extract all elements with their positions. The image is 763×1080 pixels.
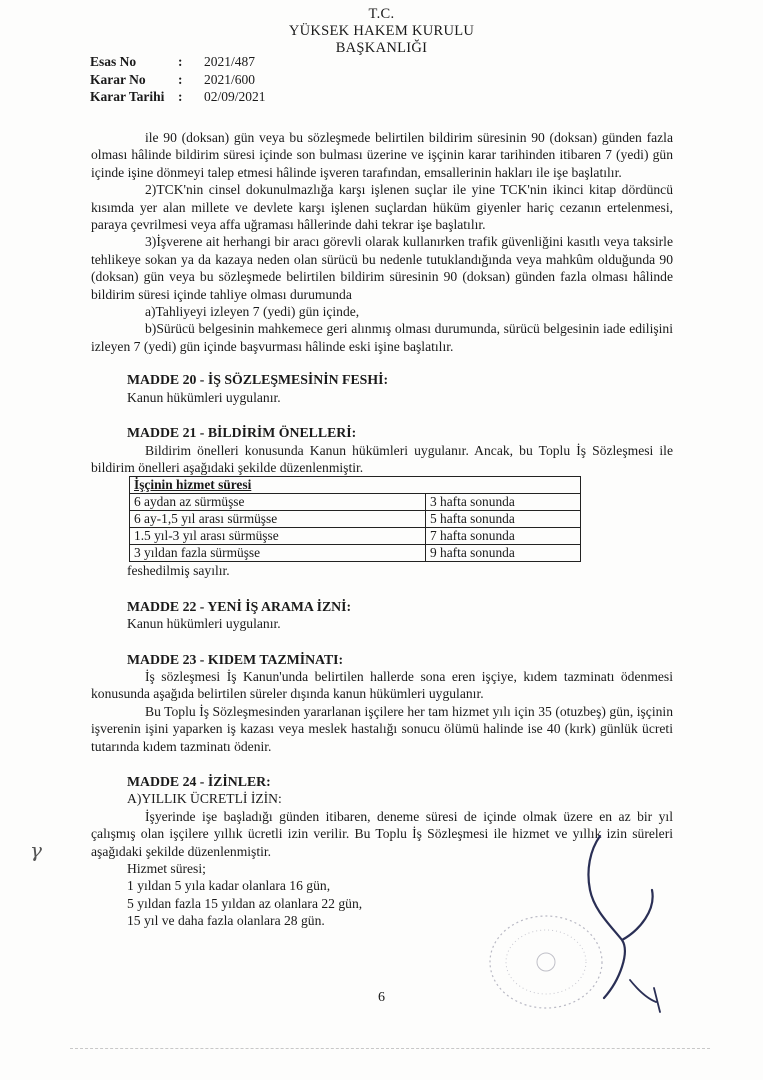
paragraph: ile 90 (doksan) gün veya bu sözleşmede belirtilen bildirim süresinin 90 (doksan) günden fazla olması hâlinde bildirim süresi içinde son bulması üzerine ve işçinin karar tarihinden itibaren 7 (yedi) gün içinde işine dönmeyi talep etmesi hâlinde işveren tarafından, emsallerinin hakları ile işe başlatılır. bbox=[91, 130, 673, 180]
header-line-tc: T.C. bbox=[368, 6, 395, 22]
table-cell-notice: 9 hafta sonunda bbox=[426, 545, 581, 562]
page-number: 6 bbox=[378, 990, 385, 1005]
article-23-paragraph: İş sözleşmesi İş Kanun'unda belirtilen hallerde sona eren işçiye, kıdem tazminatı ödenmesi konusunda aşağıda belirtilen süreler dışında kanun hükümleri uygulanır. bbox=[91, 668, 673, 702]
leave-item: 1 yıldan 5 yıla kadar olanlara 16 gün, bbox=[127, 878, 331, 894]
table-cell-duration: 6 ay-1,5 yıl arası sürmüşse bbox=[130, 511, 426, 528]
article-23-paragraph: Bu Toplu İş Sözleşmesinden yararlanan işçilere her tam hizmet yılı için 35 (otuzbeş) gün, işçinin işverenin işini yaparken iş kazası veya meslek hastalığı sonucu ölümü halinde ise 40 (kırk) günlük ücreti tutarında kıdem tazminatı ödenir. bbox=[91, 703, 673, 754]
case-metadata bbox=[90, 53, 266, 106]
meta-value: 2021/600 bbox=[204, 71, 256, 87]
leave-item: 5 yıldan fazla 15 yıldan az olanlara 22 gün, bbox=[127, 895, 363, 911]
notice-period-table bbox=[129, 476, 581, 562]
paragraph: 2)TCK'nin cinsel dokunulmazlığa karşı işlenen suçlar ile yine TCK'nin ikinci kitap dördüncü kısımda yer alan millete ve devlete karşı işlenen suçlardan hüküm giyenler hariç cezanın ertelenmesi, paraya çevrilmesi veya affa uğraması hâllerinde dahi tekrar işe başlatılır. bbox=[91, 182, 673, 233]
meta-row-tarih bbox=[90, 88, 266, 106]
article-22-title: MADDE 22 - YENİ İŞ ARAMA İZNİ: bbox=[127, 598, 352, 614]
table-cell-duration: 3 yıldan fazla sürmüşse bbox=[130, 545, 426, 562]
article-21-title: MADDE 21 - BİLDİRİM ÖNELLERİ: bbox=[127, 425, 357, 441]
table-cell-notice: 5 hafta sonunda bbox=[426, 511, 581, 528]
table-cell-duration: 6 aydan az sürmüşse bbox=[130, 494, 426, 511]
meta-label: Karar Tarihi bbox=[90, 89, 165, 104]
table-header-row bbox=[130, 477, 581, 494]
meta-value: 2021/487 bbox=[204, 54, 256, 69]
table-cell-notice: 3 hafta sonunda bbox=[426, 494, 581, 511]
article-21-outro: feshedilmiş sayılır. bbox=[127, 563, 230, 579]
meta-colon: : bbox=[178, 54, 183, 69]
meta-row-karar bbox=[90, 71, 266, 89]
meta-colon: : bbox=[178, 71, 183, 87]
header-line-presidency: BAŞKANLIĞI bbox=[335, 40, 428, 56]
paragraph: a)Tahliyeyi izleyen 7 (yedi) gün içinde, bbox=[145, 304, 360, 320]
article-21-intro: Bildirim önelleri konusunda Kanun hükümleri uygulanır. Ancak, bu Toplu İş Sözleşmesi ile bildirim önelleri aşağıdaki şekilde düzenlenmiştir. bbox=[91, 442, 673, 475]
leave-item: 15 yıl ve daha fazla olanlara 28 gün. bbox=[127, 913, 325, 929]
article-24-paragraph: İşyerinde işe başladığı günden itibaren, deneme süresi de içinde olmak üzere en az bir yıl çalışmış olan işçilere yıllık ücretli izin verilir. Bu Toplu İş Sözleşmesi ile hizmet ve yıllık izin süreleri aşağıdaki şekilde düzenlenmiştir. bbox=[91, 808, 673, 859]
meta-colon: : bbox=[178, 89, 183, 104]
handwritten-margin-mark-icon: 𝛾 bbox=[30, 840, 42, 862]
table-row bbox=[130, 494, 581, 511]
document-header bbox=[0, 6, 763, 57]
article-20-title: MADDE 20 - İŞ SÖZLEŞMESİNİN FESHİ: bbox=[127, 372, 389, 388]
meta-value: 02/09/2021 bbox=[204, 89, 266, 104]
table-cell-duration: 1.5 yıl-3 yıl arası sürmüşse bbox=[130, 528, 426, 545]
header-line-institution: YÜKSEK HAKEM KURULU bbox=[288, 23, 475, 39]
service-label: Hizmet süresi; bbox=[127, 861, 206, 876]
table-row bbox=[130, 545, 581, 562]
document-body bbox=[91, 129, 673, 930]
footer-divider bbox=[70, 1048, 710, 1049]
meta-label: Karar No bbox=[90, 71, 146, 87]
paragraph: 3)İşverene ait herhangi bir aracı görevli olarak kullanırken trafik güvenliğini kasıtlı veya taksirle tehlikeye sokan ya da kazaya neden olan sürücü bu nedenle tutuklandığında veya mahkûm olduğunda 90 (doksan) gün veya bu sözleşmede belirtilen bildirim süresinin 90 (doksan) günden fazla olması hâlinde bildirim süresi içinde tahliye olması durumunda bbox=[91, 234, 673, 302]
paragraph: b)Sürücü belgesinin mahkemece geri alınmış olması durumunda, sürücü belgesinin iade edilişini izleyen 7 (yedi) gün içinde başvurması hâlinde eski işine başlatılır. bbox=[91, 321, 673, 354]
article-23-title: MADDE 23 - KIDEM TAZMİNATI: bbox=[127, 651, 344, 667]
meta-label: Esas No bbox=[90, 54, 137, 69]
article-22-text: Kanun hükümleri uygulanır. bbox=[127, 616, 281, 632]
article-24-title: MADDE 24 - İZİNLER: bbox=[127, 773, 271, 789]
meta-row-esas bbox=[90, 53, 266, 71]
table-cell-notice: 7 hafta sonunda bbox=[426, 528, 581, 545]
table-row bbox=[130, 528, 581, 545]
article-20-text: Kanun hükümleri uygulanır. bbox=[127, 389, 281, 405]
table-row bbox=[130, 511, 581, 528]
article-24-subtitle: A)YILLIK ÜCRETLİ İZİN: bbox=[127, 791, 282, 807]
table-header: İşçinin hizmet süresi bbox=[130, 477, 581, 494]
